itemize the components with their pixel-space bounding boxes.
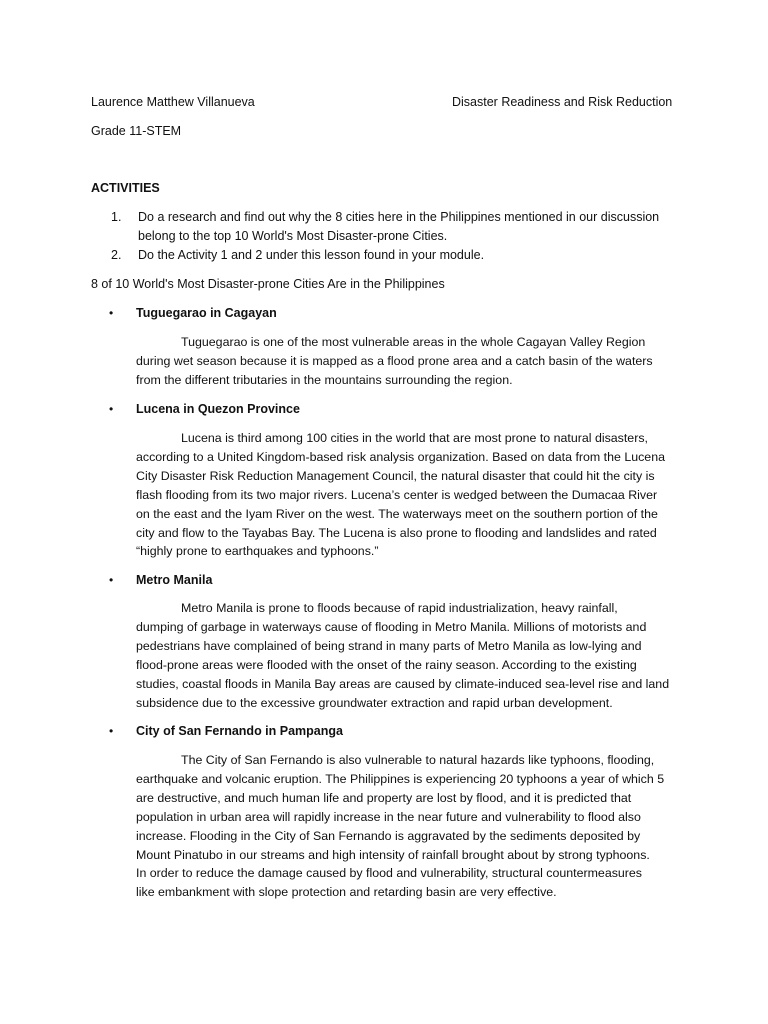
activity-text-line: Do a research and find out why the 8 cities here in the Philippines mentioned in our discussion bbox=[138, 210, 660, 224]
paragraph-line: “highly prone to earthquakes and typhoons.” bbox=[136, 544, 379, 559]
bullet-icon: • bbox=[109, 306, 114, 320]
author-name: Laurence Matthew Villanueva bbox=[91, 95, 255, 109]
city-heading: Tuguegarao in Cagayan bbox=[136, 306, 277, 320]
city-bullet-metro-manila bbox=[109, 571, 212, 590]
city-paragraph-lucena bbox=[136, 429, 665, 561]
paragraph-line: increase. Flooding in the City of San Fernando is aggravated by the sediments deposited by bbox=[136, 828, 641, 843]
activity-text-line: Do the Activity 1 and 2 under this lesson found in your module. bbox=[138, 248, 485, 262]
city-heading: City of San Fernando in Pampanga bbox=[136, 724, 343, 738]
paragraph-line: flash flooding from its two major rivers. Lucena’s center is wedged between the Dumacaa River bbox=[136, 487, 658, 502]
section-title: 8 of 10 World's Most Disaster-prone Cities Are in the Philippines bbox=[91, 277, 445, 291]
paragraph-line: according to a United Kingdom-based risk analysis organization. Based on data from the Lucena bbox=[136, 449, 665, 464]
paragraph-line: Lucena is third among 100 cities in the world that are most prone to natural disasters, bbox=[181, 431, 648, 445]
paragraph-line: City Disaster Risk Reduction Management Council, the natural disaster that could hit the city is bbox=[136, 468, 655, 483]
paragraph-line: from the different tributaries in the mountains surrounding the region. bbox=[136, 372, 513, 387]
activity-number: 2. bbox=[111, 248, 122, 262]
city-bullet-san-fernando bbox=[109, 722, 343, 741]
paragraph-line: on the east and the Iyam River on the west. The waterways meet on the southern portion of the bbox=[136, 506, 658, 521]
activity-text-line: belong to the top 10 World's Most Disaster-prone Cities. bbox=[138, 228, 448, 243]
paragraph-line: Mount Pinatubo in our streams and high intensity of rainfall brought about by strong typhoons. bbox=[136, 847, 650, 862]
paragraph-line: during wet season because it is mapped as a flood prone area and a catch basin of the waters bbox=[136, 353, 653, 368]
city-heading: Metro Manila bbox=[136, 573, 213, 587]
city-paragraph-san-fernando bbox=[136, 751, 664, 902]
paragraph-line: subsidence due to the excessive groundwater extraction and rapid urban development. bbox=[136, 695, 613, 710]
paragraph-line: studies, coastal floods in Manila Bay areas are caused by climate-induced sea-level rise and land bbox=[136, 676, 670, 691]
activity-item-1 bbox=[111, 208, 659, 246]
bullet-icon: • bbox=[109, 724, 114, 738]
paragraph-line: are destructive, and much human life and property are lost by flood, and it is predicted that bbox=[136, 790, 632, 805]
paragraph-line: The City of San Fernando is also vulnerable to natural hazards like typhoons, flooding, bbox=[181, 753, 655, 767]
city-paragraph-metro-manila bbox=[136, 599, 669, 712]
paragraph-line: earthquake and volcanic eruption. The Philippines is experiencing 20 typhoons a year of which 5 bbox=[136, 771, 665, 786]
paragraph-line: like embankment with slope protection and retarding basin are very effective. bbox=[136, 885, 557, 900]
city-paragraph-tuguegarao bbox=[136, 333, 653, 390]
bullet-icon: • bbox=[109, 402, 114, 416]
paragraph-line: In order to reduce the damage caused by flood and vulnerability, structural countermeasures bbox=[136, 866, 643, 881]
activities-heading: ACTIVITIES bbox=[91, 181, 160, 195]
activity-item-2 bbox=[111, 246, 484, 265]
city-heading: Lucena in Quezon Province bbox=[136, 402, 300, 416]
paragraph-line: pedestrians have complained of being strand in many parts of Metro Manila as low-lying and bbox=[136, 638, 642, 653]
paragraph-line: Metro Manila is prone to floods because of rapid industrialization, heavy rainfall, bbox=[181, 601, 618, 615]
paragraph-line: dumping of garbage in waterways cause of flooding in Metro Manila. Millions of motorists and bbox=[136, 619, 647, 634]
city-bullet-lucena bbox=[109, 400, 300, 419]
grade-section: Grade 11-STEM bbox=[91, 124, 182, 138]
city-bullet-tuguegarao bbox=[109, 304, 277, 323]
paragraph-line: city and flow to the Tayabas Bay. The Lucena is also prone to flooding and landslides and rated bbox=[136, 525, 657, 540]
subject-title: Disaster Readiness and Risk Reduction bbox=[452, 95, 673, 109]
paragraph-line: flood-prone areas were flooded with the onset of the rainy season. According to the existing bbox=[136, 657, 637, 672]
paragraph-line: Tuguegarao is one of the most vulnerable areas in the whole Cagayan Valley Region bbox=[181, 335, 646, 349]
bullet-icon: • bbox=[109, 573, 114, 587]
paragraph-line: population in urban area will rapidly increase in the near future and vulnerability to flood also bbox=[136, 809, 641, 824]
activity-number: 1. bbox=[111, 210, 122, 224]
